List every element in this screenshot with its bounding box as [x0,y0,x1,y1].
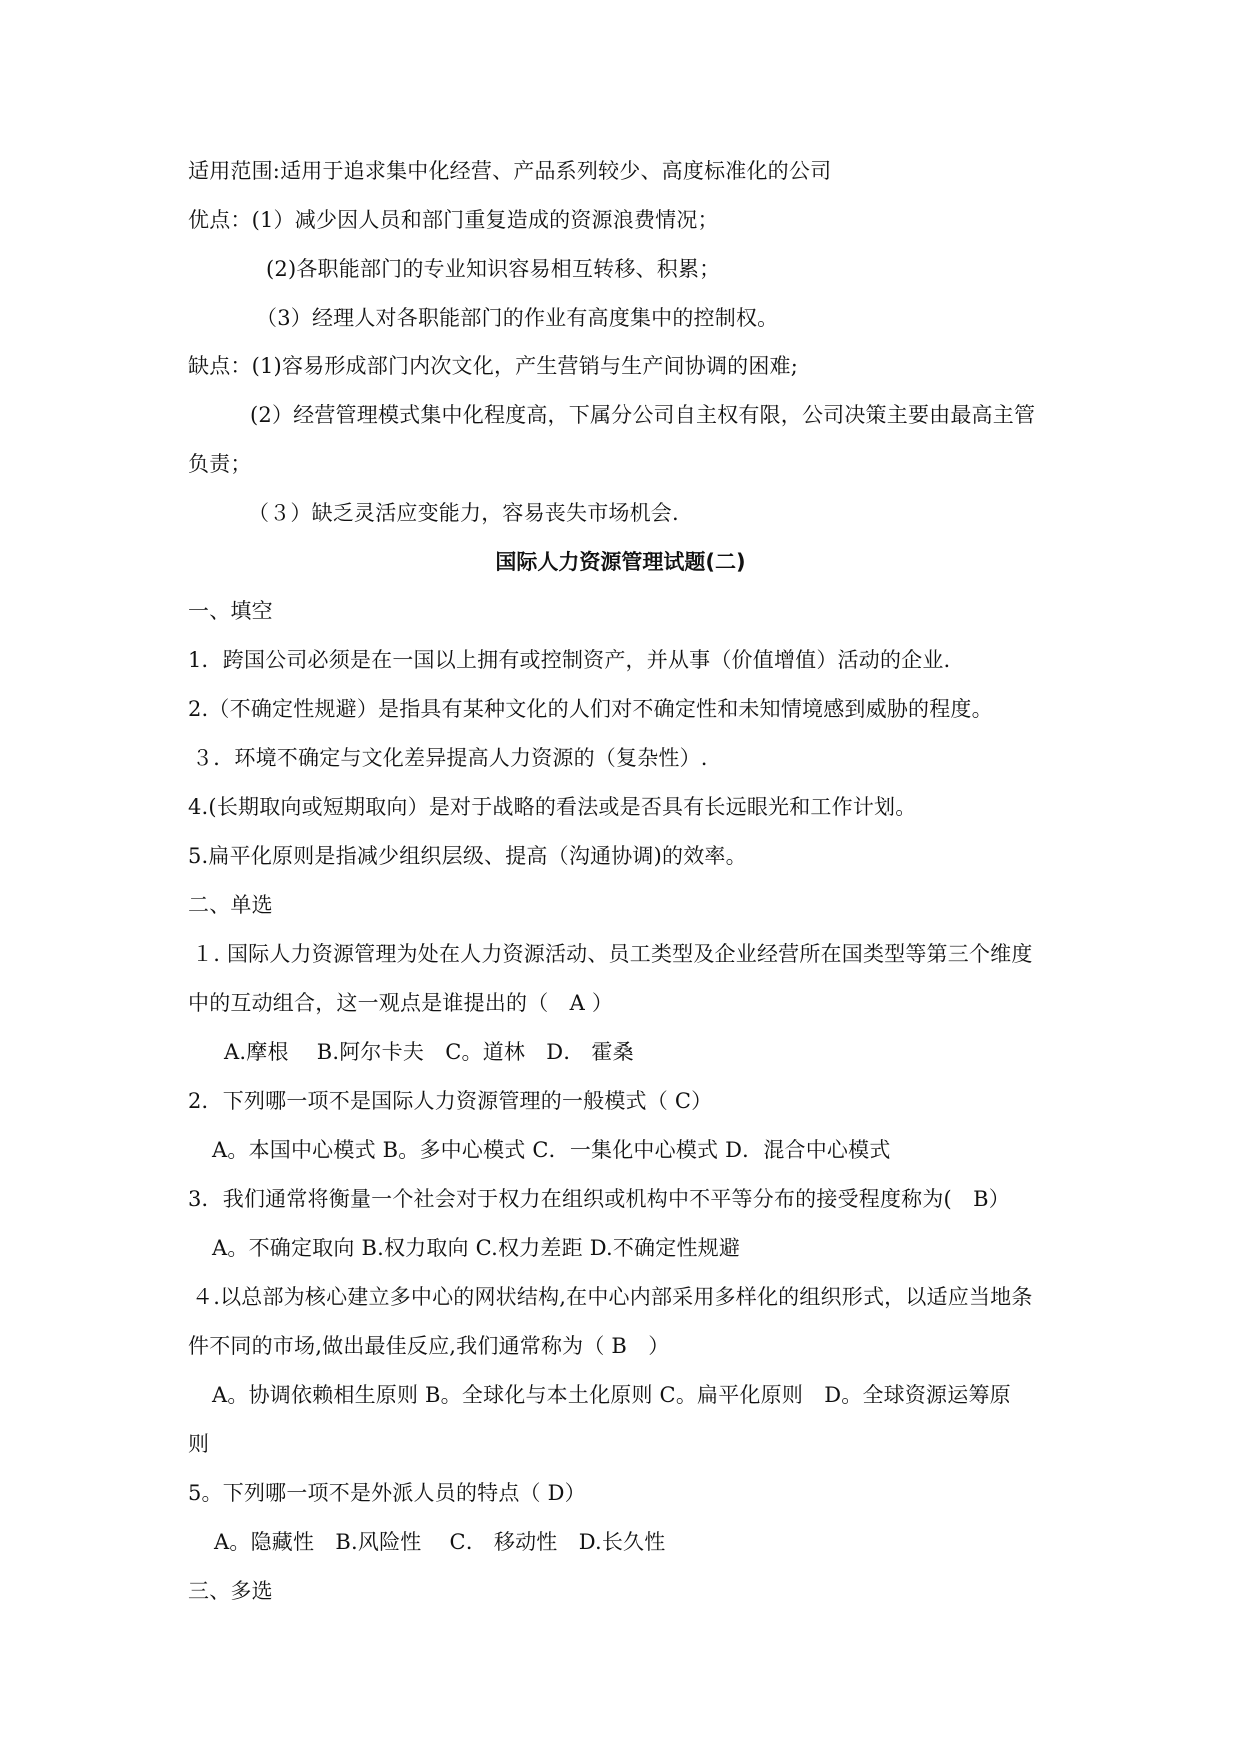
fill-in-item-1: 1．跨国公司必须是在一国以上拥有或控制资产，并从事（价值增值）活动的企业. [188,648,951,672]
section-single-choice-heading: 二、单选 [188,893,273,917]
line-pros-3: （3）经理人对各职能部门的作业有高度集中的控制权。 [256,306,779,330]
section-multi-choice-heading: 三、多选 [188,1579,273,1603]
line-pros-1: 优点：(1）减少因人员和部门重复造成的资源浪费情况； [188,208,719,232]
question-3-options: A。不确定取向 B.权力取向 C.权力差距 D.不确定性规避 [212,1236,741,1260]
question-2-options: A。本国中心模式 B。多中心模式 C．一集化中心模式 D．混合中心模式 [212,1138,891,1162]
question-1-line-a: １. 国际人力资源管理为处在人力资源活动、员工类型及企业经营所在国类型等第三个维度 [192,942,1033,966]
line-pros-2: (2)各职能部门的专业知识容易相互转移、积累； [266,257,721,281]
fill-in-item-5: 5.扁平化原则是指减少组织层级、提高（沟通协调)的效率。 [188,844,747,868]
question-5: 5。下列哪一项不是外派人员的特点（ D） [188,1481,586,1505]
line-cons-1: 缺点：(1)容易形成部门内次文化，产生营销与生产间协调的困难; [188,354,799,378]
question-3: 3．我们通常将衡量一个社会对于权力在组织或机构中不平等分布的接受程度称为( B） [188,1187,1010,1211]
question-5-options: A。隐藏性 B.风险性 C． 移动性 D.长久性 [214,1530,666,1554]
question-4-line-b: 件不同的市场,做出最佳反应,我们通常称为（ B ） [188,1334,670,1358]
section-fill-in-heading: 一、填空 [188,599,273,623]
line-cons-2b: 负责； [188,452,252,476]
question-1-line-b: 中的互动组合，这一观点是谁提出的（ A ） [188,991,614,1015]
fill-in-item-4: 4.(长期取向或短期取向）是对于战略的看法或是否具有长远眼光和工作计划。 [188,795,917,819]
fill-in-item-3: ３．环境不确定与文化差异提高人力资源的（复杂性）. [192,746,708,770]
document-title: 国际人力资源管理试题(二) [495,550,746,574]
question-4-options-b: 则 [188,1432,210,1456]
question-4-line-a: ４.以总部为核心建立多中心的网状结构,在中心内部采用多样化的组织形式，以适应当地条 [192,1285,1033,1309]
fill-in-item-2: 2.（不确定性规避）是指具有某种文化的人们对不确定性和未知情境感到威胁的程度。 [188,697,993,721]
line-cons-2a: (2）经营管理模式集中化程度高，下属分公司自主权有限，公司决策主要由最高主管 [250,403,1036,427]
question-1-options: A.摩根 B.阿尔卡夫 C。道林 D． 霍桑 [224,1040,634,1064]
question-4-options-a: A。协调依赖相生原则 B。全球化与本土化原则 C。扁平化原则 D。全球资源运筹原 [212,1383,1011,1407]
line-cons-3: （３）缺乏灵活应变能力，容易丧失市场机会. [248,501,679,525]
line-scope: 适用范围:适用于追求集中化经营、产品系列较少、高度标准化的公司 [188,159,832,183]
question-2: 2．下列哪一项不是国际人力资源管理的一般模式（ C） [188,1089,713,1113]
